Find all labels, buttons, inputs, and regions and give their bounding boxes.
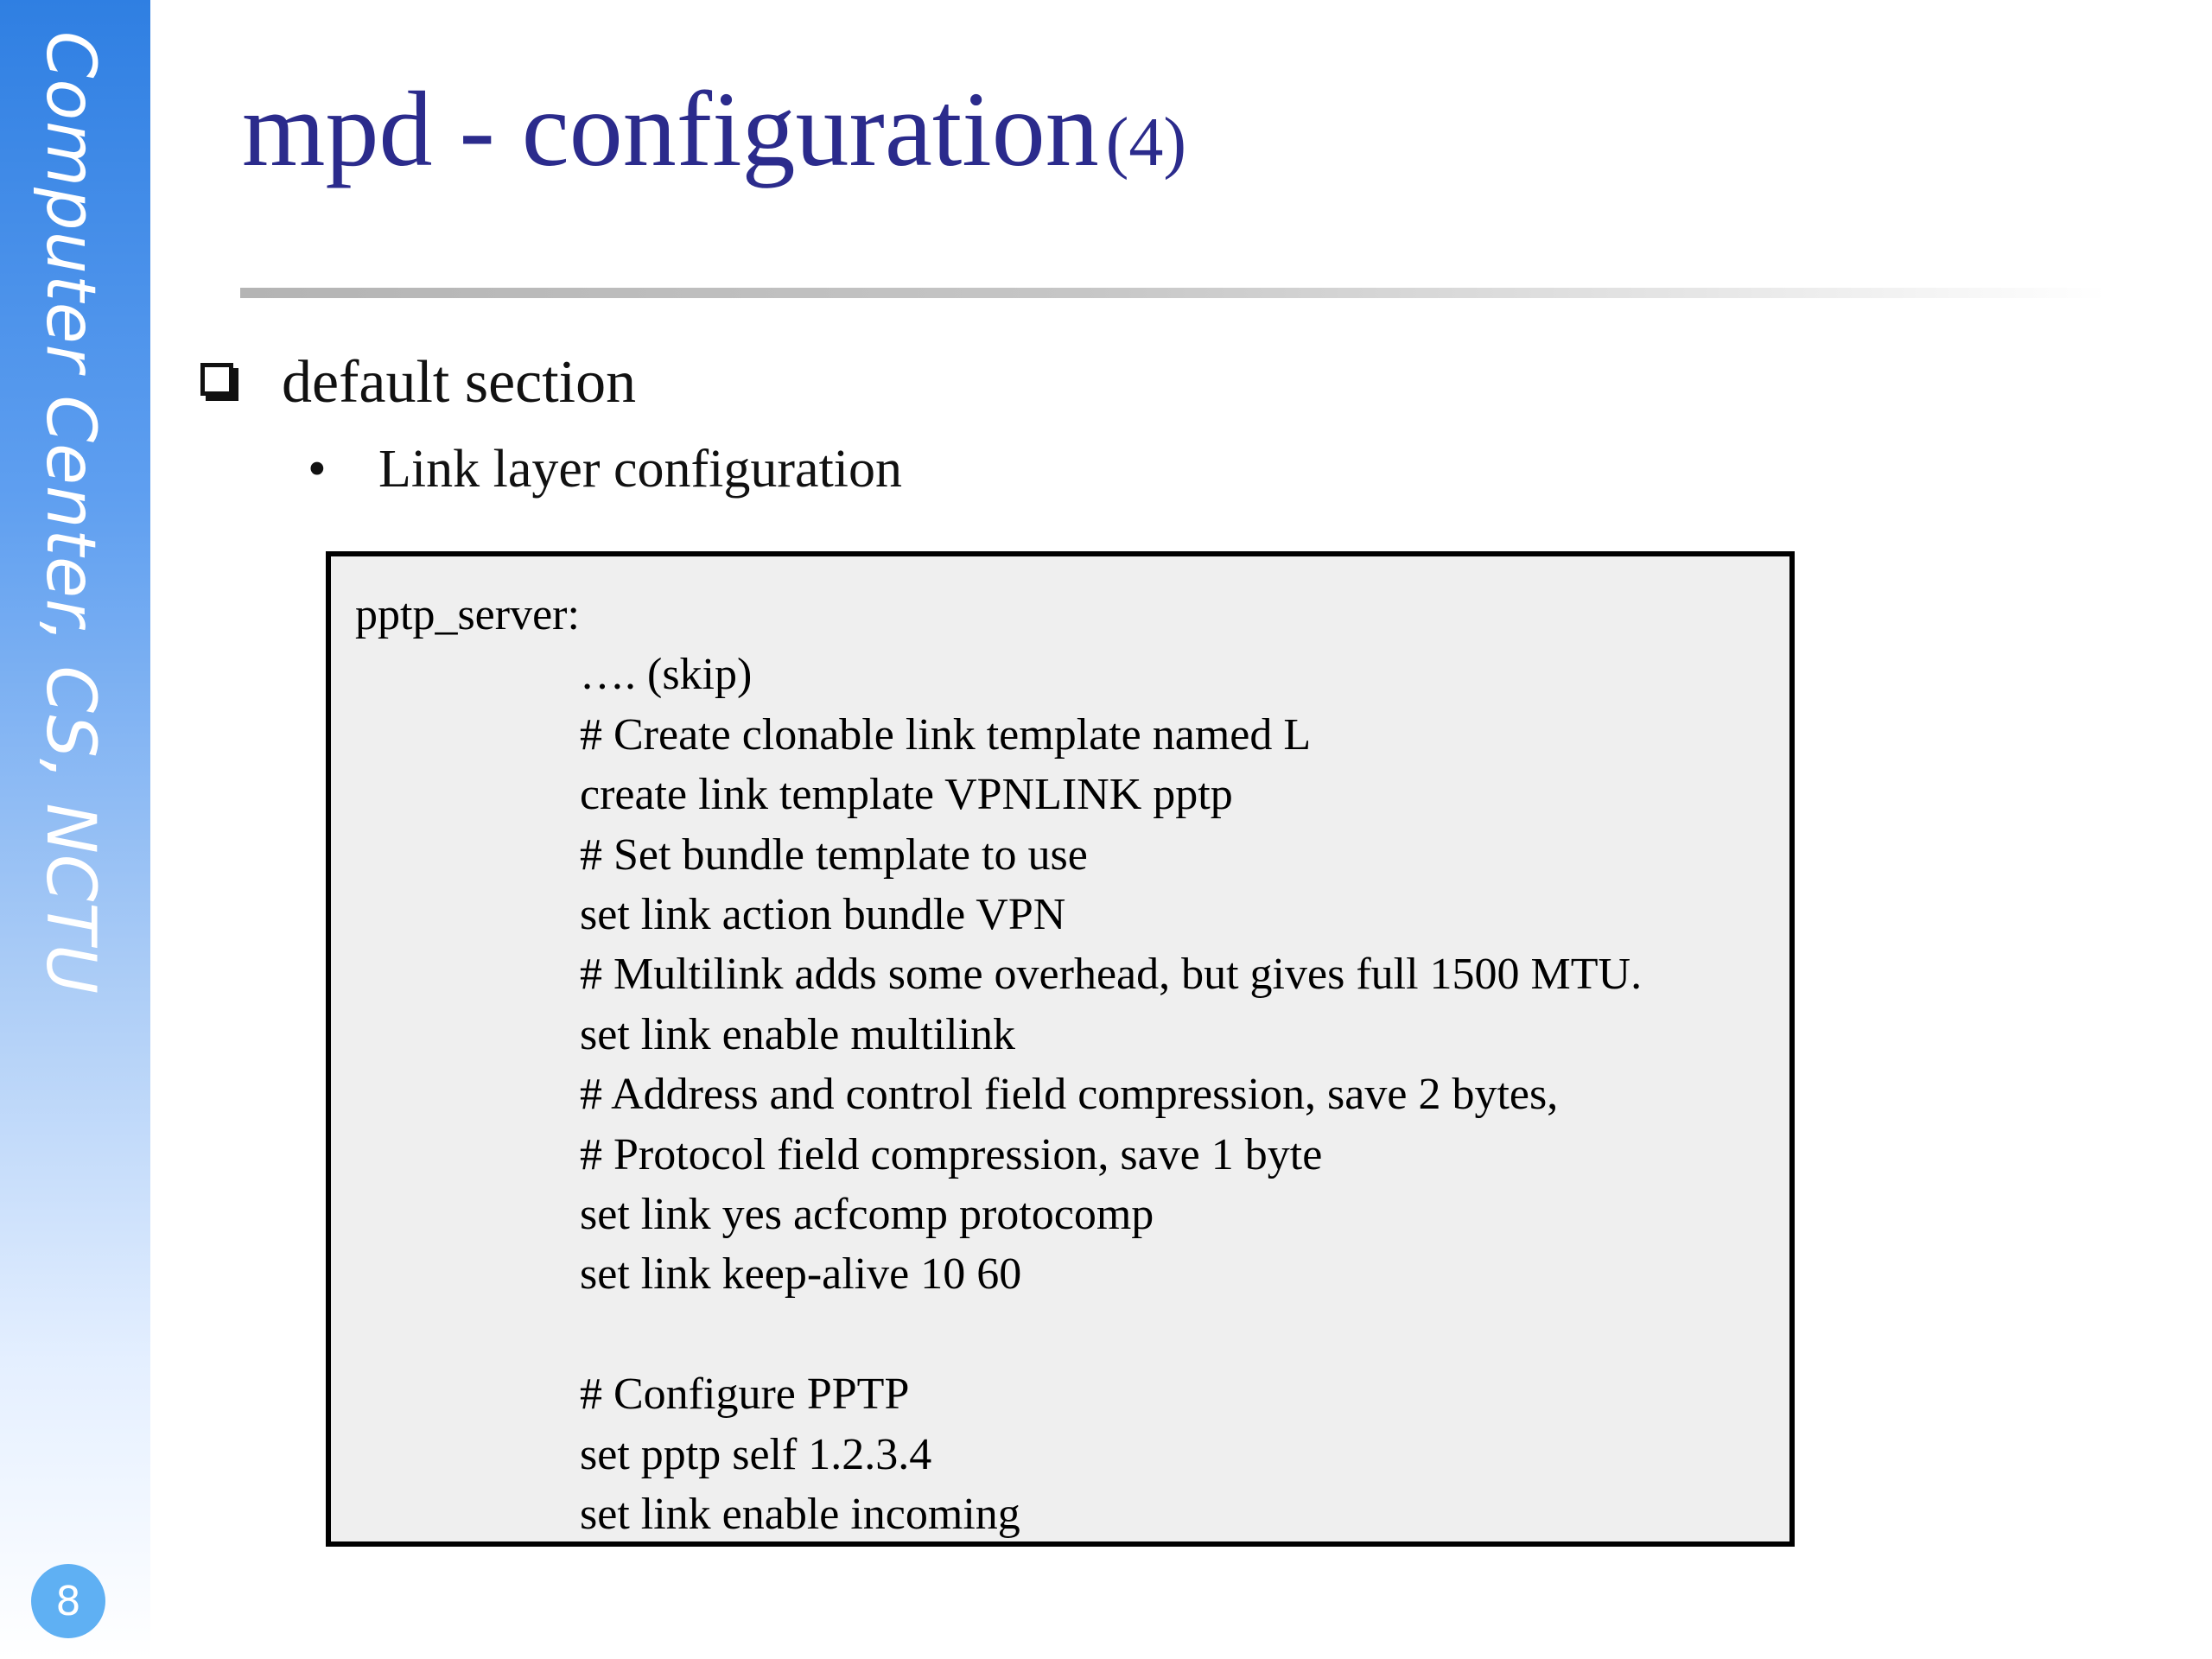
code-line: # Configure PPTP [580,1370,910,1419]
bullet-dot-icon: • [308,440,327,499]
code-line: set link enable multilink [580,1010,1016,1059]
code-line: set link action bundle VPN [580,890,1066,939]
slide-title-number: (4) [1105,105,1187,181]
code-line: …. (skip) [580,650,753,699]
sidebar [0,0,150,1659]
slide-title [242,70,1187,188]
code-line: # Create clonable link template named L [580,710,1312,760]
bullet-level1-label: default section [282,349,637,416]
code-line: set link yes acfcomp protocomp [580,1190,1154,1239]
slide-title-main: mpd - configuration [242,70,1099,188]
code-line: create link template VPNLINK pptp [580,770,1233,819]
sidebar-org-label: Computer Center, CS, NCTU [31,31,109,995]
code-header: pptp_server: [355,590,580,639]
code-line: set link keep-alive 10 60 [580,1249,1022,1299]
title-divider [240,288,2107,298]
code-line: set pptp self 1.2.3.4 [580,1430,932,1479]
code-line: # Set bundle template to use [580,830,1088,880]
code-block [326,551,1795,1547]
code-line: # Protocol field compression, save 1 byte [580,1130,1323,1179]
page-number-badge: 8 [31,1564,105,1638]
code-line: set link enable incoming [580,1490,1020,1539]
checkbox-bullet-icon [200,363,233,396]
code-line: # Address and control field compression, save 2 bytes, [580,1070,1559,1119]
bullet-level2-label: Link layer configuration [378,440,903,499]
code-line: # Multilink adds some overhead, but gives full 1500 MTU. [580,950,1643,999]
